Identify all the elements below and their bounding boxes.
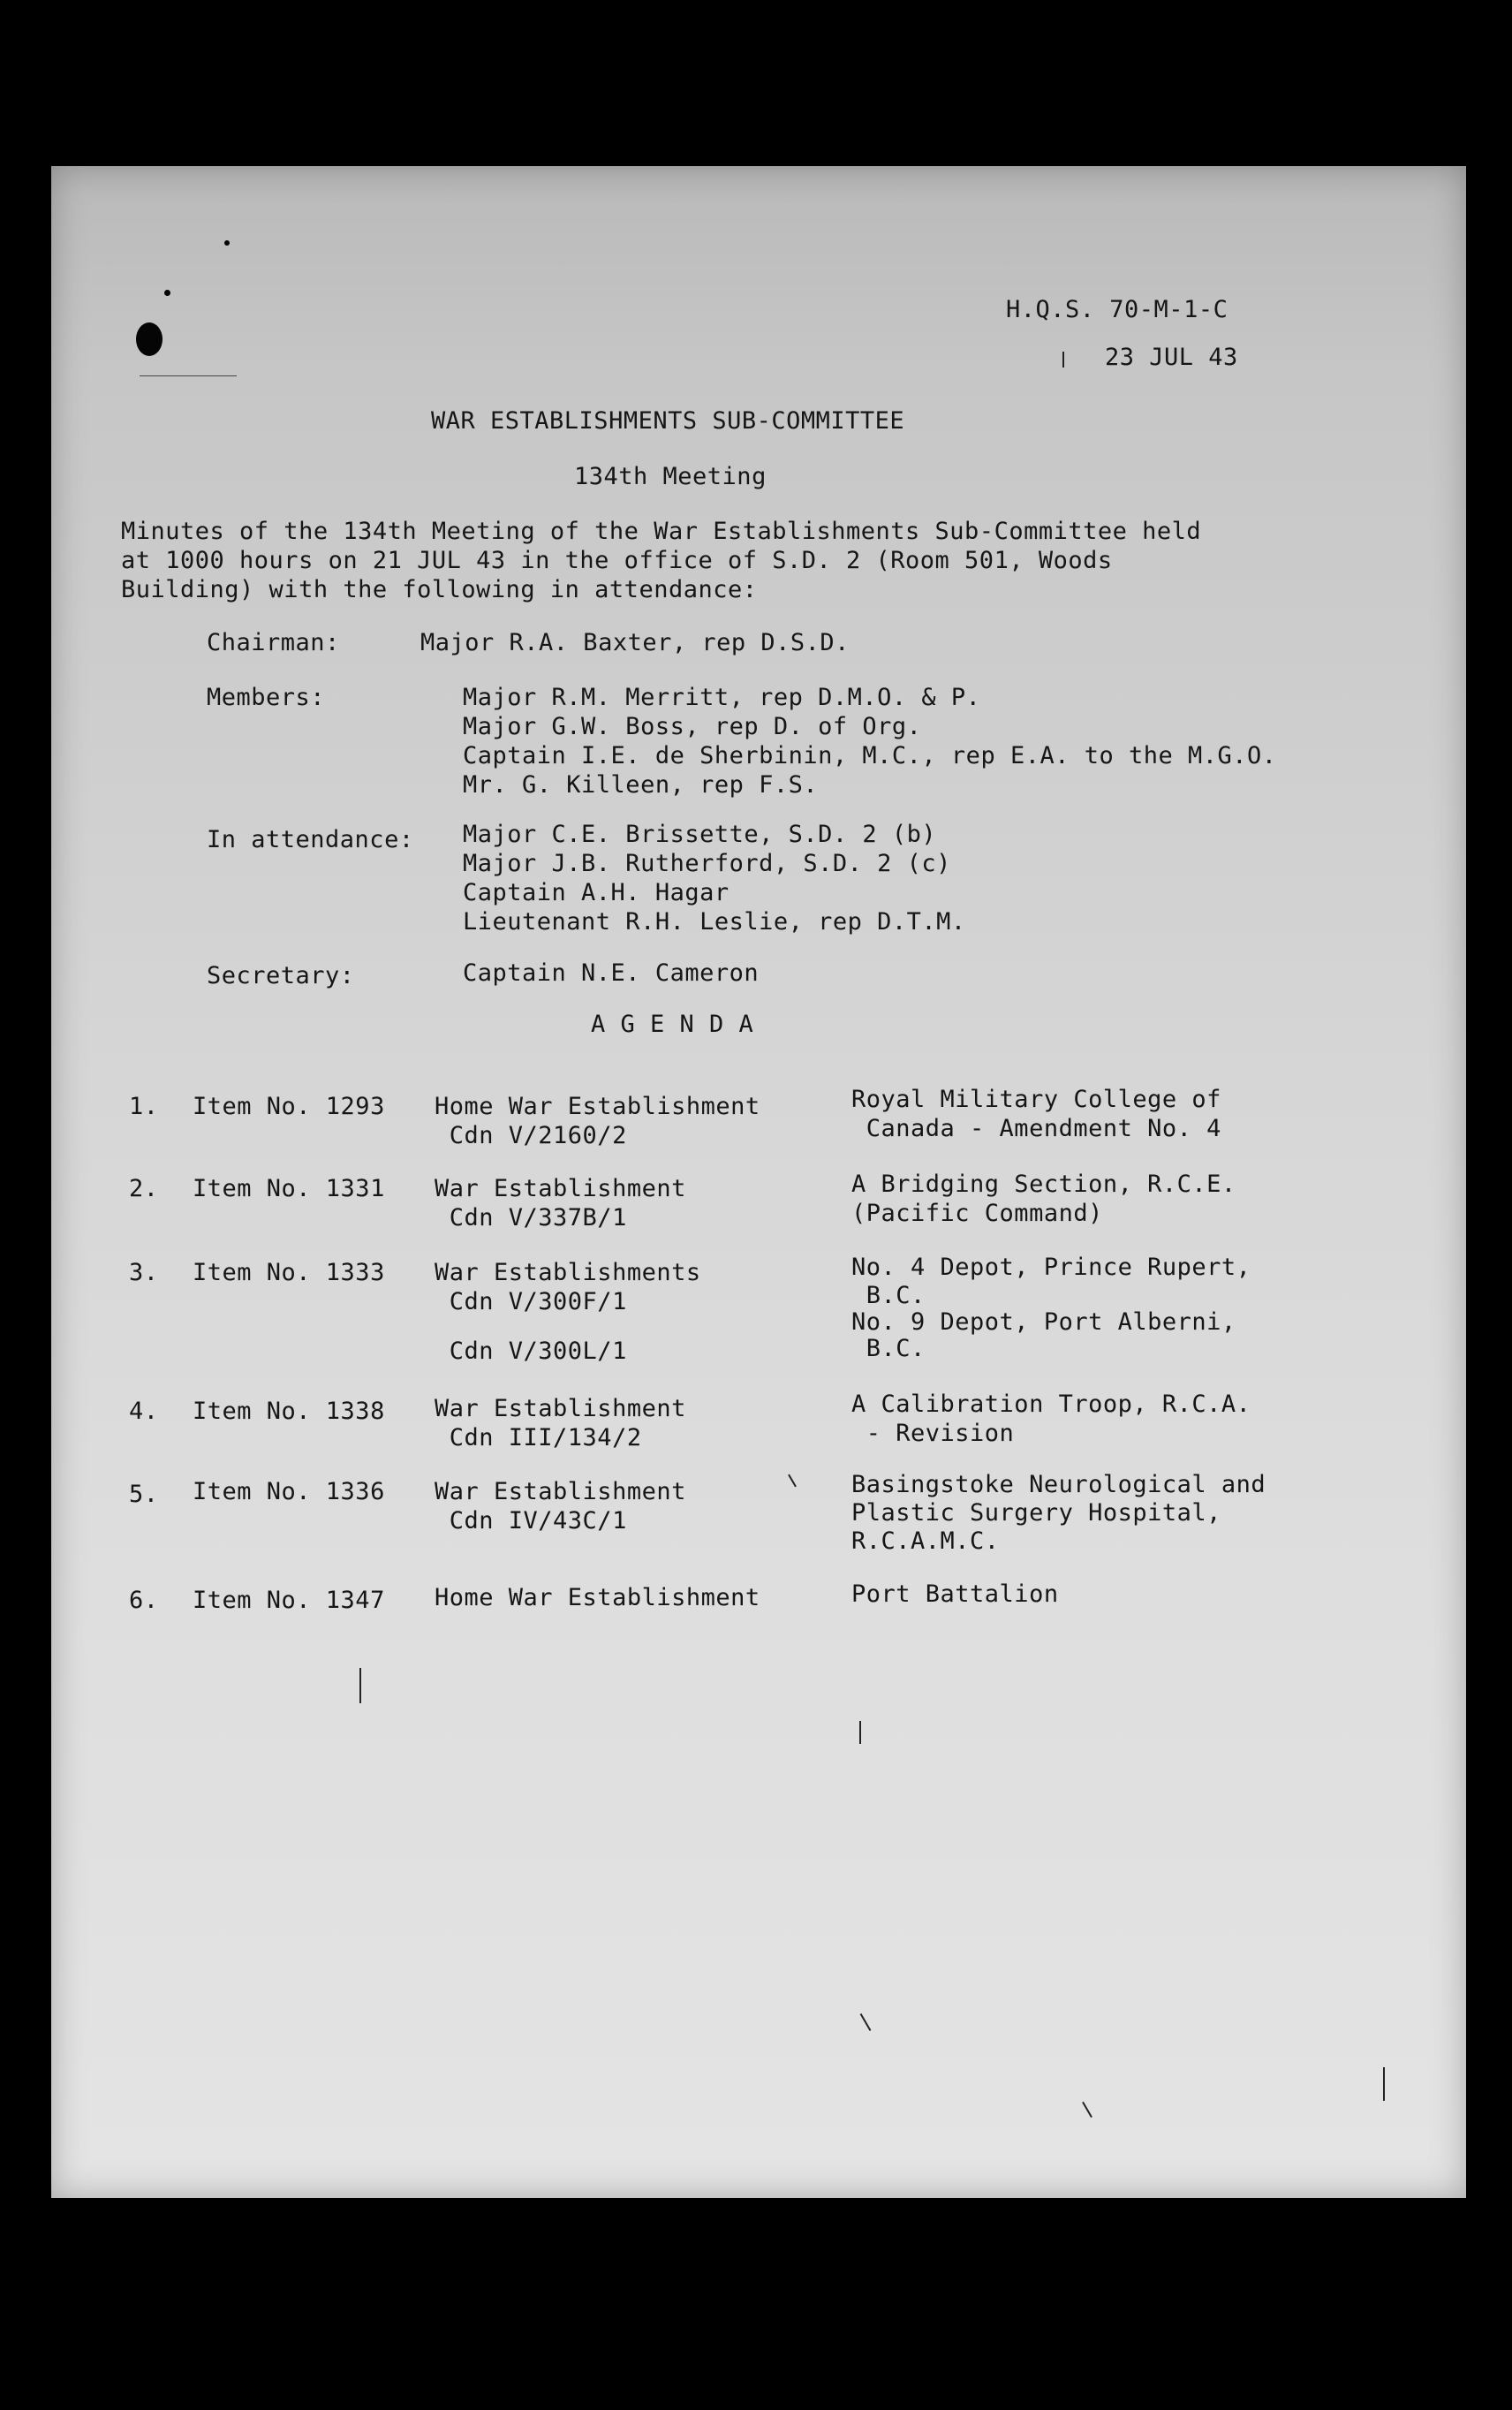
agenda-establishment: Cdn V/300L/1 xyxy=(435,1338,627,1365)
agenda-establishment: Cdn V/300F/1 xyxy=(435,1288,627,1315)
agenda-item: Item No. 1338 xyxy=(193,1398,385,1425)
chairman-label: Chairman: xyxy=(207,629,340,656)
agenda-item: Item No. 1293 xyxy=(193,1093,385,1120)
agenda-establishment: War Establishment xyxy=(435,1395,686,1422)
agenda-unit: - Revision xyxy=(851,1420,1015,1447)
agenda-item: Item No. 1347 xyxy=(193,1587,385,1614)
punch-hole-mark xyxy=(136,322,163,356)
agenda-number: 6. xyxy=(129,1587,159,1614)
secretary-label: Secretary: xyxy=(207,962,355,989)
attendance-label: In attendance: xyxy=(207,826,414,853)
stray-mark xyxy=(859,1721,861,1744)
secretary-name: Captain N.E. Cameron xyxy=(463,959,760,987)
chairman-name: Major R.A. Baxter, rep D.S.D. xyxy=(420,629,850,656)
agenda-unit: Royal Military College of xyxy=(851,1086,1221,1113)
attendee-name: Lieutenant R.H. Leslie, rep D.T.M. xyxy=(463,908,966,936)
file-reference: H.Q.S. 70-M-1-C xyxy=(1006,296,1228,323)
stray-mark xyxy=(1062,352,1064,368)
agenda-establishment: Cdn IV/43C/1 xyxy=(435,1507,627,1535)
document-date: 23 JUL 43 xyxy=(1105,344,1238,371)
stray-mark xyxy=(1383,2067,1385,2101)
member-name: Major G.W. Boss, rep D. of Org. xyxy=(463,713,922,740)
stray-mark xyxy=(359,1668,361,1703)
member-name: Major R.M. Merritt, rep D.M.O. & P. xyxy=(463,684,981,711)
agenda-unit: Plastic Surgery Hospital, xyxy=(851,1499,1221,1527)
meeting-subtitle: 134th Meeting xyxy=(574,463,767,490)
intro-line: Minutes of the 134th Meeting of the War Establishments Sub-Committee held xyxy=(121,518,1202,545)
intro-line: Building) with the following in attendance: xyxy=(121,576,758,603)
agenda-establishment: War Establishment xyxy=(435,1478,686,1505)
agenda-establishment: War Establishment xyxy=(435,1175,686,1202)
stray-mark xyxy=(788,1474,797,1488)
agenda-establishment: Cdn V/337B/1 xyxy=(435,1204,627,1232)
agenda-unit: A Calibration Troop, R.C.A. xyxy=(851,1391,1251,1418)
attendee-name: Captain A.H. Hagar xyxy=(463,879,730,906)
agenda-number: 1. xyxy=(129,1093,159,1120)
agenda-number: 3. xyxy=(129,1259,159,1286)
ink-dot xyxy=(224,240,230,246)
agenda-item: Item No. 1331 xyxy=(193,1175,385,1202)
attendee-name: Major C.E. Brissette, S.D. 2 (b) xyxy=(463,821,937,848)
agenda-unit: No. 4 Depot, Prince Rupert, xyxy=(851,1254,1251,1281)
agenda-establishment: Home War Establishment xyxy=(435,1093,760,1120)
agenda-heading: A G E N D A xyxy=(591,1011,754,1038)
agenda-unit: Port Battalion xyxy=(851,1580,1059,1608)
agenda-establishment: War Establishments xyxy=(435,1259,701,1286)
agenda-number: 5. xyxy=(129,1481,159,1508)
agenda-unit: R.C.A.M.C. xyxy=(851,1527,1000,1555)
agenda-unit: (Pacific Command) xyxy=(851,1200,1103,1227)
agenda-number: 2. xyxy=(129,1175,159,1202)
agenda-unit: A Bridging Section, R.C.E. xyxy=(851,1171,1236,1198)
attendee-name: Major J.B. Rutherford, S.D. 2 (c) xyxy=(463,850,951,877)
agenda-establishment: Cdn V/2160/2 xyxy=(435,1122,627,1149)
document-title: WAR ESTABLISHMENTS SUB-COMMITTEE xyxy=(431,407,905,435)
member-name: Captain I.E. de Sherbinin, M.C., rep E.A. to the M.G.O. xyxy=(463,742,1277,769)
margin-line xyxy=(140,375,237,376)
agenda-unit: Basingstoke Neurological and xyxy=(851,1471,1266,1498)
agenda-item: Item No. 1333 xyxy=(193,1259,385,1286)
intro-line: at 1000 hours on 21 JUL 43 in the office of S.D. 2 (Room 501, Woods xyxy=(121,547,1113,574)
agenda-number: 4. xyxy=(129,1398,159,1425)
agenda-unit: No. 9 Depot, Port Alberni, xyxy=(851,1308,1236,1336)
member-name: Mr. G. Killeen, rep F.S. xyxy=(463,771,819,799)
ink-dot xyxy=(164,290,170,296)
agenda-unit: B.C. xyxy=(851,1335,926,1362)
agenda-unit: Canada - Amendment No. 4 xyxy=(851,1115,1221,1142)
agenda-unit: B.C. xyxy=(851,1282,926,1309)
members-label: Members: xyxy=(207,684,326,711)
stray-mark xyxy=(1082,2102,1092,2118)
agenda-establishment: Cdn III/134/2 xyxy=(435,1424,642,1451)
stray-mark xyxy=(860,2013,872,2031)
agenda-item: Item No. 1336 xyxy=(193,1478,385,1505)
agenda-establishment: Home War Establishment xyxy=(435,1584,760,1611)
document-page xyxy=(51,166,1466,2198)
